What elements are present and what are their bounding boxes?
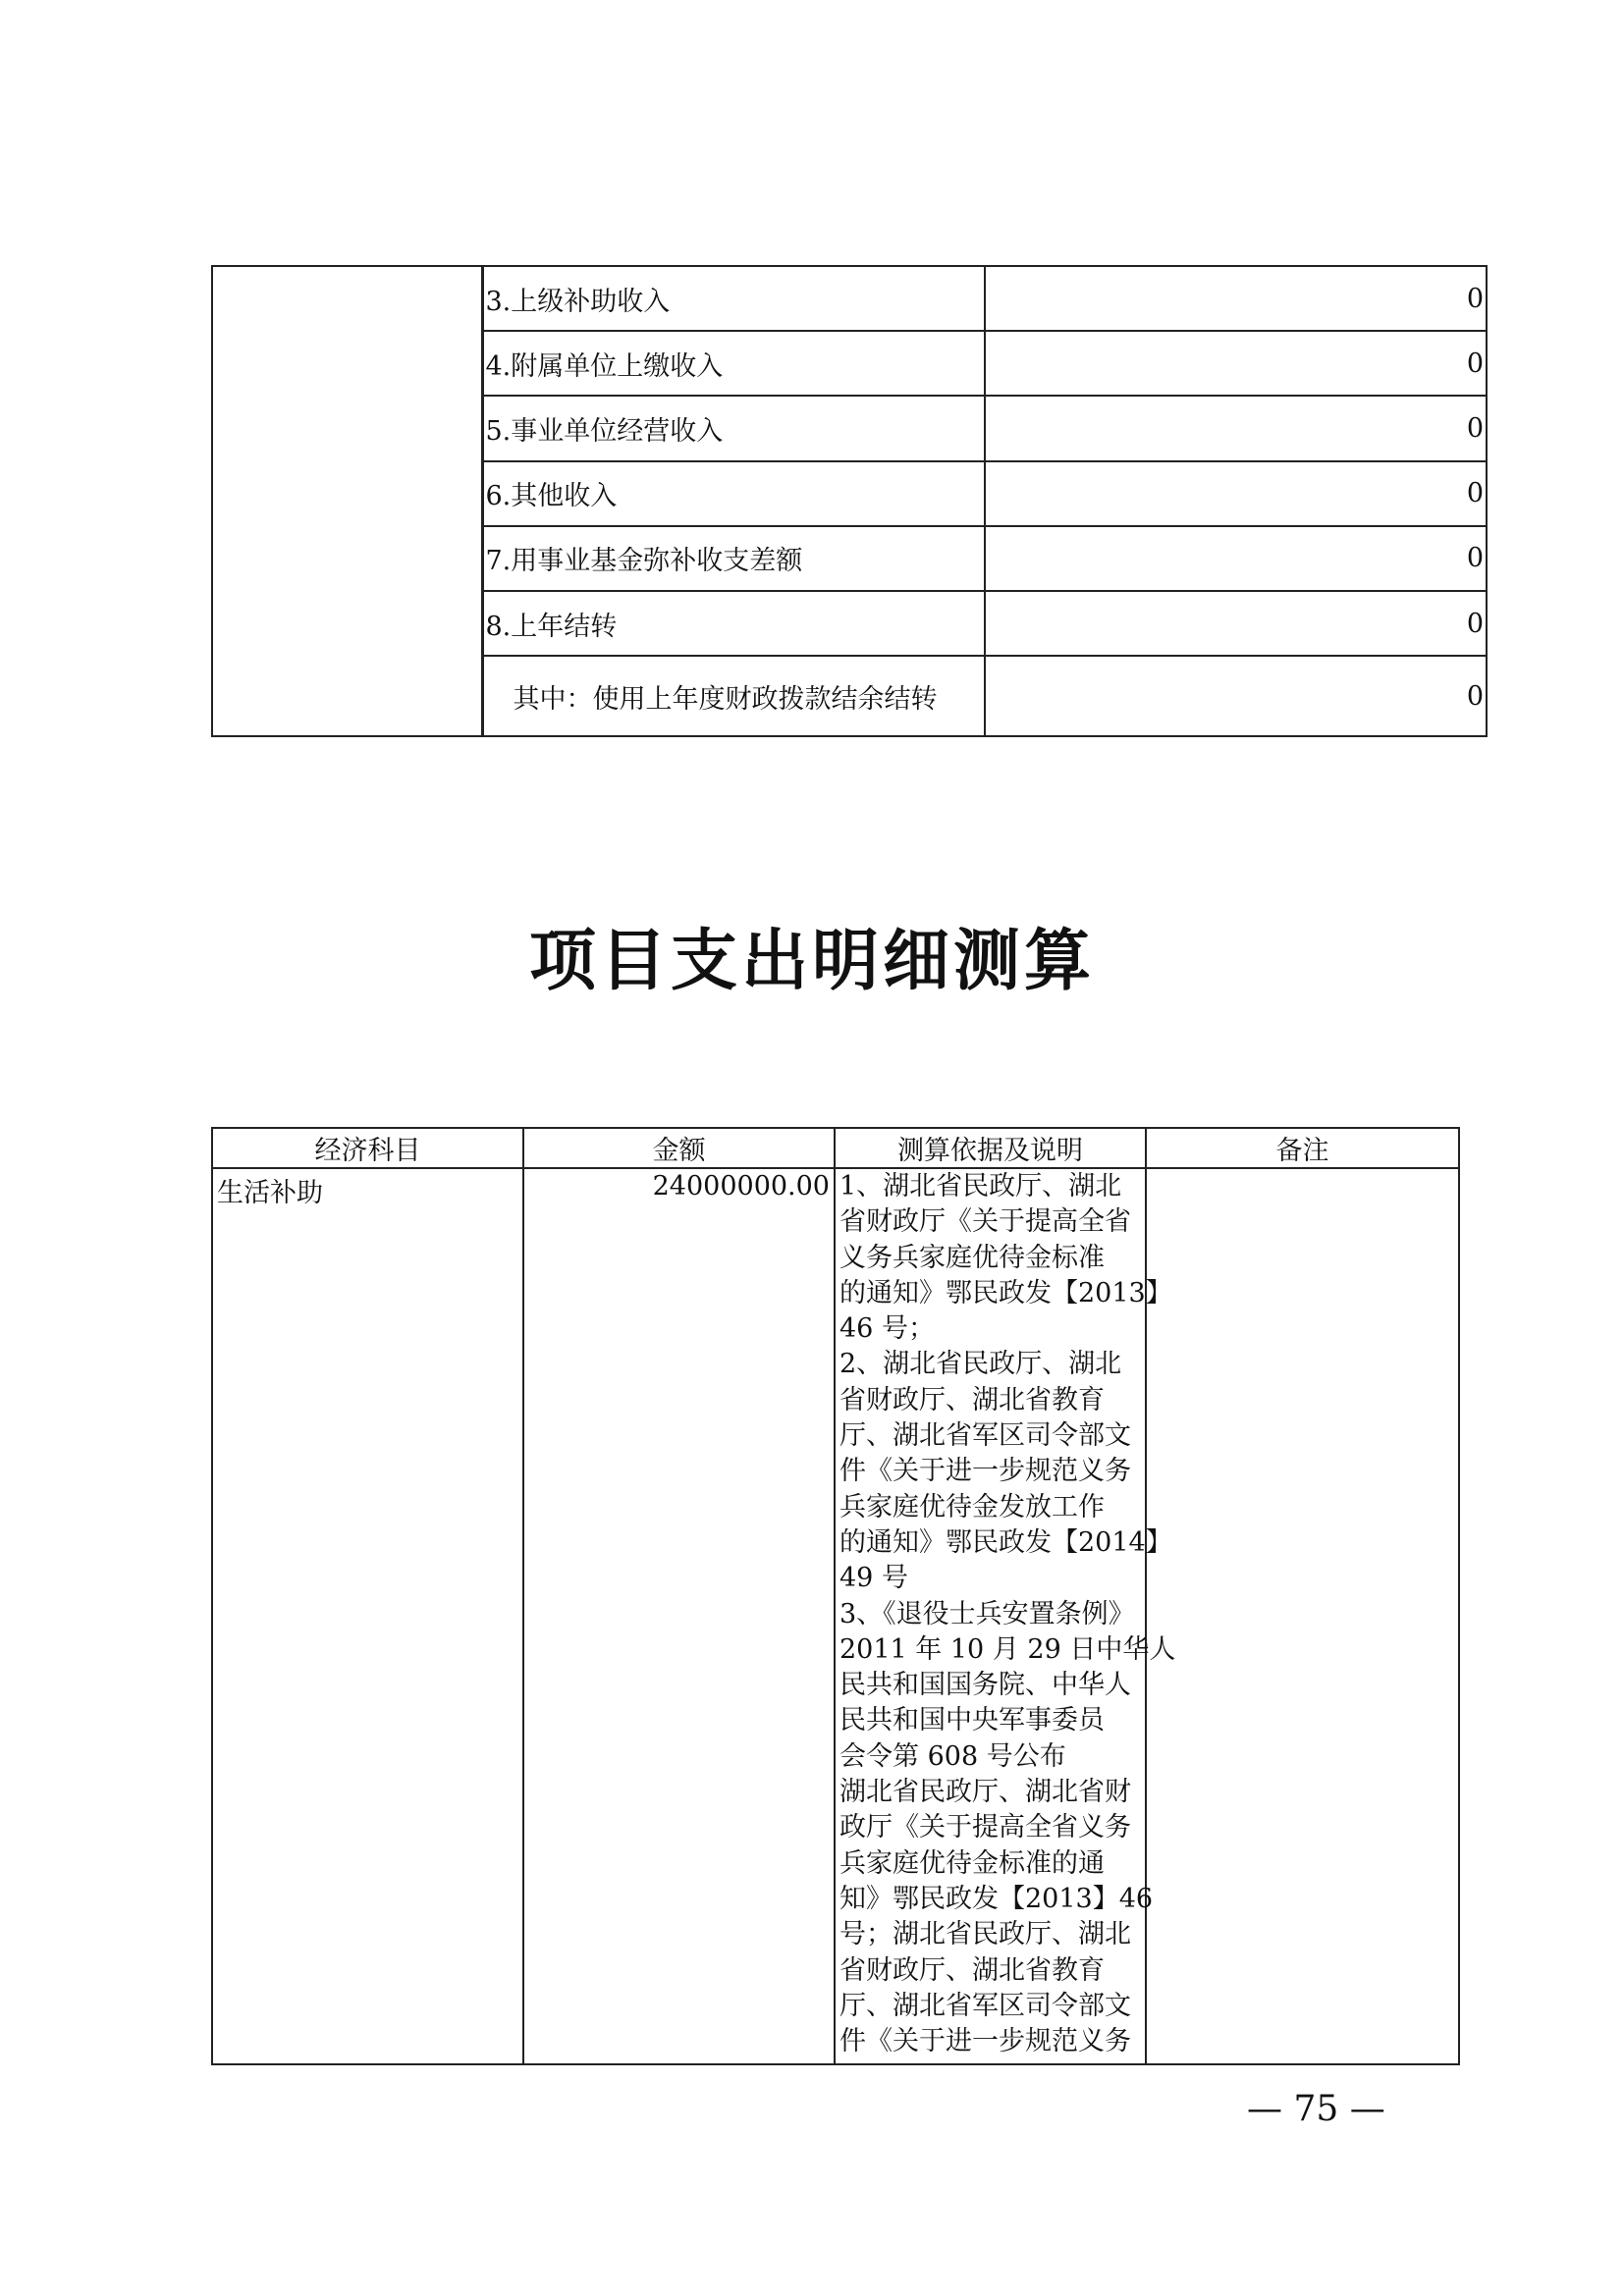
basis-line: 2、湖北省民政厅、湖北 — [839, 1349, 1122, 1380]
income-table-body — [212, 266, 1487, 736]
basis-line: 知》鄂民政发【2013】46 — [839, 1883, 1154, 1914]
basis-line: 会令第 608 号公布 — [839, 1740, 1066, 1772]
income-row-value: 0 — [985, 591, 1487, 656]
income-row-label: 8.上年结转 — [482, 591, 985, 656]
income-row-value: 0 — [985, 331, 1487, 396]
header-amount: 金额 — [523, 1128, 835, 1168]
basis-line: 的通知》鄂民政发【2014】 — [839, 1526, 1172, 1558]
basis-line: 46 号； — [839, 1313, 935, 1345]
basis-line: 湖北省民政厅、湖北省财 — [839, 1777, 1131, 1808]
income-row-label: 6.其他收入 — [482, 461, 985, 526]
detail-basis-cell — [835, 1168, 1176, 2064]
detail-header-row — [212, 1128, 1459, 1168]
basis-line: 的通知》鄂民政发【2013】 — [839, 1277, 1172, 1308]
income-row-label: 5.事业单位经营收入 — [482, 396, 985, 460]
basis-line: 2011 年 10 月 29 日中华人 — [839, 1633, 1176, 1665]
basis-line: 1、湖北省民政厅、湖北 — [839, 1171, 1122, 1201]
income-row-value: 0 — [985, 526, 1487, 591]
basis-line: 民共和国国务院、中华人 — [839, 1670, 1131, 1701]
detail-row — [212, 1168, 1459, 2064]
page-number: — 75 — — [1247, 2089, 1385, 2129]
detail-basis-text — [839, 1169, 1176, 2059]
header-subject: 经济科目 — [212, 1128, 523, 1168]
income-row-label: 4.附属单位上缴收入 — [482, 331, 985, 396]
income-row-value: 0 — [985, 656, 1487, 736]
basis-line: 省财政厅、湖北省教育 — [839, 1954, 1105, 1986]
basis-line: 省财政厅《关于提高全省 — [839, 1206, 1131, 1238]
header-basis: 测算依据及说明 — [835, 1128, 1146, 1168]
basis-line: 49 号 — [839, 1563, 908, 1594]
basis-line: 民共和国中央军事委员 — [839, 1705, 1105, 1736]
basis-line: 厅、湖北省军区司令部文 — [839, 1990, 1131, 2021]
income-row-label: 其中：使用上年度财政拨款结余结转 — [482, 656, 985, 736]
basis-line: 3、《退役士兵安置条例》 — [839, 1598, 1135, 1629]
income-table — [211, 265, 1488, 737]
basis-line: 兵家庭优待金标准的通 — [839, 1847, 1105, 1879]
income-row-value: 0 — [985, 396, 1487, 460]
basis-line: 兵家庭优待金发放工作 — [839, 1491, 1105, 1522]
detail-remark — [1146, 1168, 1459, 2064]
basis-line: 厅、湖北省军区司令部文 — [839, 1420, 1131, 1452]
header-remark: 备注 — [1146, 1128, 1459, 1168]
income-row-label: 7.用事业基金弥补收支差额 — [482, 526, 985, 591]
basis-line: 件《关于进一步规范义务 — [839, 1456, 1131, 1487]
income-row — [212, 266, 1487, 331]
detail-amount: 24000000.00 — [523, 1168, 835, 2064]
basis-line: 政厅《关于提高全省义务 — [839, 1812, 1131, 1843]
detail-subject: 生活补助 — [212, 1168, 523, 2064]
basis-line: 义务兵家庭优待金标准 — [839, 1242, 1105, 1273]
section-title: 项目支出明细测算 — [528, 922, 1095, 1000]
basis-line: 省财政厅、湖北省教育 — [839, 1384, 1105, 1415]
income-merged-category-cell — [212, 266, 482, 736]
income-row-value: 0 — [985, 461, 1487, 526]
detail-table — [211, 1127, 1460, 2065]
income-row-value: 0 — [985, 266, 1487, 331]
basis-line: 号；湖北省民政厅、湖北 — [839, 1919, 1131, 1950]
basis-line: 件《关于进一步规范义务 — [839, 2026, 1131, 2057]
income-row-label: 3.上级补助收入 — [482, 266, 985, 331]
